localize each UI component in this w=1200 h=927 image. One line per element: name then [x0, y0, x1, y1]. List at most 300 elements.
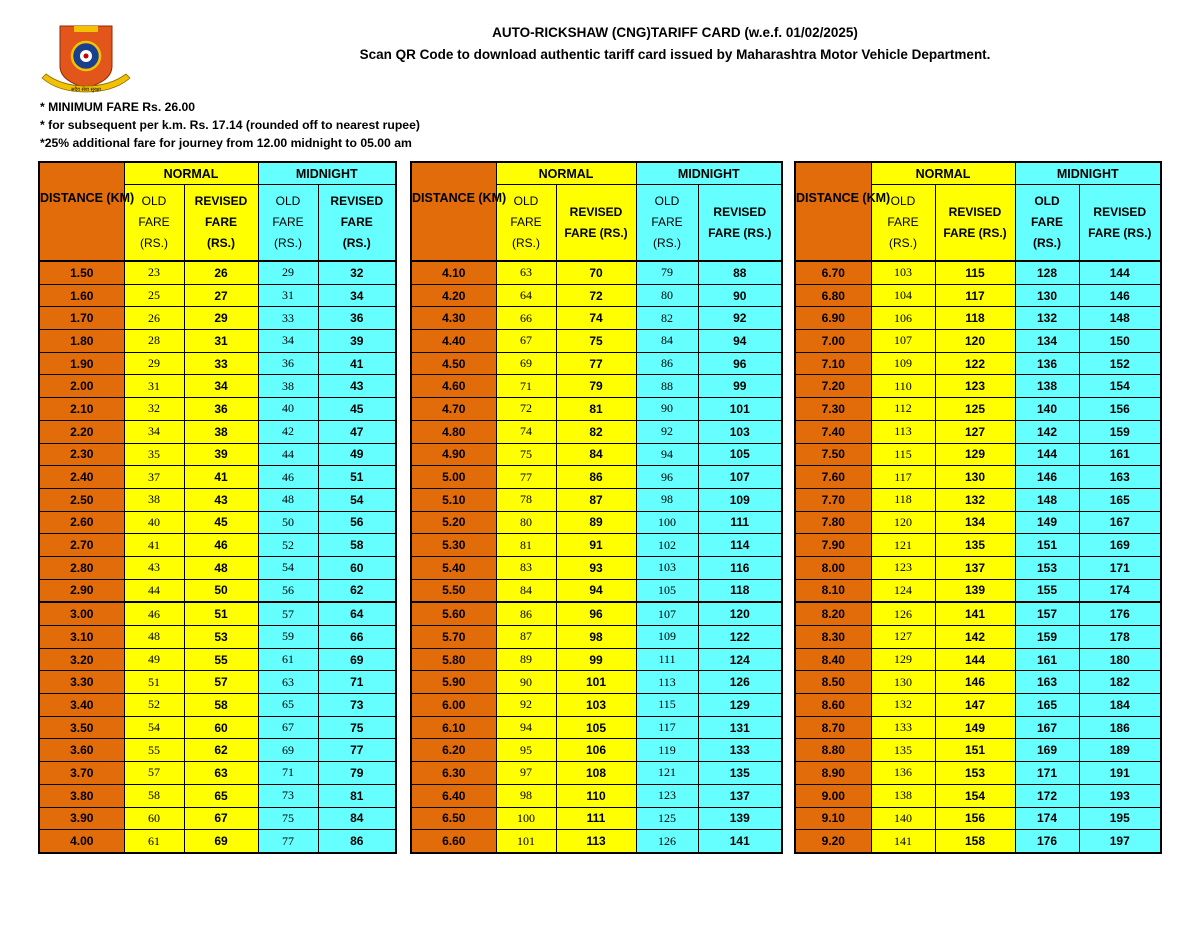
table-row [411, 398, 782, 421]
distance-cell: 2.40 [39, 466, 124, 489]
distance-cell: 6.60 [411, 830, 496, 853]
old-fare-midnight-cell: 94 [636, 443, 698, 466]
old-fare-midnight-cell: 148 [1015, 488, 1079, 511]
old-fare-normal-cell: 54 [124, 716, 184, 739]
revised-fare-normal-cell: 60 [184, 716, 258, 739]
revised-fare-normal-cell: 98 [556, 626, 636, 649]
old-fare-midnight-cell: 34 [258, 330, 318, 353]
revised-fare-midnight-cell: 54 [318, 488, 396, 511]
old-fare-midnight-cell: 165 [1015, 694, 1079, 717]
old-fare-normal-cell: 100 [496, 807, 556, 830]
revised-fare-midnight-cell: 120 [698, 602, 782, 625]
old-fare-normal-cell: 40 [124, 511, 184, 534]
table-row [795, 398, 1161, 421]
distance-cell: 9.10 [795, 807, 871, 830]
old-fare-normal-cell: 98 [496, 784, 556, 807]
table-row [795, 261, 1161, 284]
old-fare-midnight-cell: 130 [1015, 284, 1079, 307]
revised-fare-midnight-cell: 79 [318, 762, 396, 785]
old-fare-midnight-cell: 126 [636, 830, 698, 853]
table-row [795, 511, 1161, 534]
table-row [411, 534, 782, 557]
table-row [795, 626, 1161, 649]
revised-fare-normal-cell: 48 [184, 556, 258, 579]
table-row [411, 784, 782, 807]
revised-fare-midnight-cell: 114 [698, 534, 782, 557]
revised-fare-normal-cell: 135 [935, 534, 1015, 557]
old-fare-normal-cell: 23 [124, 261, 184, 284]
old-fare-midnight-cell: 90 [636, 398, 698, 421]
distance-cell: 4.10 [411, 261, 496, 284]
revised-fare-midnight-cell: 182 [1079, 671, 1161, 694]
distance-cell: 6.00 [411, 694, 496, 717]
old-fare-midnight-cell: 82 [636, 307, 698, 330]
distance-cell: 3.30 [39, 671, 124, 694]
distance-cell: 8.20 [795, 602, 871, 625]
revised-fare-midnight-cell: 169 [1079, 534, 1161, 557]
table-row [39, 830, 396, 853]
revised-fare-normal-cell: 84 [556, 443, 636, 466]
revised-fare-midnight-cell: 45 [318, 398, 396, 421]
table-row [39, 626, 396, 649]
old-fare-midnight-cell: 88 [636, 375, 698, 398]
table-row [39, 579, 396, 602]
revised-fare-normal-cell: 115 [935, 261, 1015, 284]
old-fare-midnight-cell: 176 [1015, 830, 1079, 853]
old-fare-normal-cell: 46 [124, 602, 184, 625]
old-fare-midnight-cell: 155 [1015, 579, 1079, 602]
revised-fare-normal-cell: 77 [556, 352, 636, 375]
old-fare-normal-cell: 120 [871, 511, 935, 534]
table-row [411, 420, 782, 443]
old-fare-normal-cell: 89 [496, 648, 556, 671]
distance-cell: 7.70 [795, 488, 871, 511]
old-fare-midnight-cell: 48 [258, 488, 318, 511]
revised-fare-normal-cell: 82 [556, 420, 636, 443]
revised-fare-normal-cell: 132 [935, 488, 1015, 511]
revised-fare-normal-cell: 43 [184, 488, 258, 511]
revised-fare-midnight-cell: 41 [318, 352, 396, 375]
table-row [39, 602, 396, 625]
distance-cell: 8.00 [795, 556, 871, 579]
revised-fare-normal-cell: 69 [184, 830, 258, 853]
distance-cell: 5.30 [411, 534, 496, 557]
table-row [411, 602, 782, 625]
old-fare-midnight-header: OLD FARE (RS.) [1015, 185, 1079, 262]
old-fare-normal-cell: 72 [496, 398, 556, 421]
table-row [411, 511, 782, 534]
old-fare-normal-cell: 141 [871, 830, 935, 853]
table-row [795, 488, 1161, 511]
old-fare-normal-cell: 67 [496, 330, 556, 353]
table-row [795, 420, 1161, 443]
distance-cell: 4.70 [411, 398, 496, 421]
table-row [39, 671, 396, 694]
old-fare-normal-cell: 95 [496, 739, 556, 762]
revised-fare-midnight-cell: 43 [318, 375, 396, 398]
old-fare-normal-cell: 78 [496, 488, 556, 511]
distance-cell: 1.90 [39, 352, 124, 375]
distance-cell: 3.80 [39, 784, 124, 807]
old-fare-midnight-cell: 77 [258, 830, 318, 853]
old-fare-midnight-cell: 109 [636, 626, 698, 649]
revised-fare-midnight-cell: 161 [1079, 443, 1161, 466]
old-fare-normal-cell: 48 [124, 626, 184, 649]
table-row [411, 626, 782, 649]
revised-fare-midnight-cell: 90 [698, 284, 782, 307]
revised-fare-normal-cell: 103 [556, 694, 636, 717]
distance-cell: 7.40 [795, 420, 871, 443]
old-fare-normal-cell: 113 [871, 420, 935, 443]
revised-fare-normal-header: REVISED FARE (RS.) [935, 185, 1015, 262]
table-row [795, 284, 1161, 307]
distance-cell: 8.60 [795, 694, 871, 717]
old-fare-normal-cell: 124 [871, 579, 935, 602]
old-fare-normal-cell: 121 [871, 534, 935, 557]
old-fare-midnight-cell: 149 [1015, 511, 1079, 534]
old-fare-normal-cell: 71 [496, 375, 556, 398]
revised-fare-normal-cell: 70 [556, 261, 636, 284]
revised-fare-midnight-cell: 186 [1079, 716, 1161, 739]
midnight-group-header: MIDNIGHT [636, 162, 782, 185]
table-row [411, 261, 782, 284]
revised-fare-normal-cell: 36 [184, 398, 258, 421]
old-fare-midnight-cell: 174 [1015, 807, 1079, 830]
table-row [411, 807, 782, 830]
revised-fare-normal-cell: 93 [556, 556, 636, 579]
old-fare-midnight-cell: 125 [636, 807, 698, 830]
table-row [411, 352, 782, 375]
revised-fare-midnight-cell: 101 [698, 398, 782, 421]
distance-cell: 5.40 [411, 556, 496, 579]
old-fare-midnight-cell: 119 [636, 739, 698, 762]
old-fare-normal-cell: 28 [124, 330, 184, 353]
revised-fare-midnight-cell: 81 [318, 784, 396, 807]
table-row [39, 443, 396, 466]
revised-fare-normal-cell: 34 [184, 375, 258, 398]
revised-fare-normal-cell: 158 [935, 830, 1015, 853]
revised-fare-midnight-header: REVISED FARE (RS.) [698, 185, 782, 262]
distance-header: DISTANCE (KM) [39, 162, 124, 261]
distance-cell: 6.50 [411, 807, 496, 830]
distance-cell: 7.90 [795, 534, 871, 557]
revised-fare-midnight-cell: 60 [318, 556, 396, 579]
table-row [411, 330, 782, 353]
old-fare-normal-cell: 127 [871, 626, 935, 649]
distance-cell: 6.90 [795, 307, 871, 330]
old-fare-midnight-cell: 38 [258, 375, 318, 398]
revised-fare-normal-cell: 75 [556, 330, 636, 353]
revised-fare-midnight-cell: 66 [318, 626, 396, 649]
revised-fare-normal-cell: 55 [184, 648, 258, 671]
old-fare-normal-cell: 26 [124, 307, 184, 330]
revised-fare-normal-cell: 144 [935, 648, 1015, 671]
old-fare-normal-cell: 55 [124, 739, 184, 762]
table-row [39, 420, 396, 443]
table-row [411, 648, 782, 671]
revised-fare-normal-cell: 96 [556, 602, 636, 625]
revised-fare-midnight-cell: 148 [1079, 307, 1161, 330]
table-row [795, 784, 1161, 807]
revised-fare-normal-cell: 89 [556, 511, 636, 534]
distance-cell: 8.90 [795, 762, 871, 785]
table-row [411, 375, 782, 398]
revised-fare-midnight-cell: 156 [1079, 398, 1161, 421]
old-fare-normal-cell: 77 [496, 466, 556, 489]
old-fare-midnight-cell: 86 [636, 352, 698, 375]
revised-fare-midnight-cell: 141 [698, 830, 782, 853]
old-fare-normal-cell: 44 [124, 579, 184, 602]
table-row [411, 830, 782, 853]
revised-fare-midnight-cell: 195 [1079, 807, 1161, 830]
revised-fare-normal-cell: 149 [935, 716, 1015, 739]
distance-cell: 1.50 [39, 261, 124, 284]
revised-fare-normal-cell: 45 [184, 511, 258, 534]
old-fare-midnight-cell: 69 [258, 739, 318, 762]
table-row [411, 488, 782, 511]
revised-fare-normal-cell: 72 [556, 284, 636, 307]
revised-fare-midnight-cell: 165 [1079, 488, 1161, 511]
old-fare-midnight-cell: 98 [636, 488, 698, 511]
distance-cell: 6.80 [795, 284, 871, 307]
revised-fare-normal-cell: 110 [556, 784, 636, 807]
revised-fare-normal-cell: 142 [935, 626, 1015, 649]
revised-fare-midnight-cell: 109 [698, 488, 782, 511]
distance-cell: 7.60 [795, 466, 871, 489]
old-fare-midnight-cell: 138 [1015, 375, 1079, 398]
old-fare-midnight-cell: 56 [258, 579, 318, 602]
old-fare-midnight-cell: 42 [258, 420, 318, 443]
maharashtra-motor-vehicle-emblem [38, 22, 134, 96]
old-fare-normal-cell: 86 [496, 602, 556, 625]
table-row [795, 466, 1161, 489]
old-fare-midnight-cell: 75 [258, 807, 318, 830]
old-fare-normal-cell: 118 [871, 488, 935, 511]
table-row [39, 762, 396, 785]
revised-fare-midnight-cell: 146 [1079, 284, 1161, 307]
distance-cell: 1.70 [39, 307, 124, 330]
revised-fare-midnight-cell: 171 [1079, 556, 1161, 579]
note-minimum-fare: * MINIMUM FARE Rs. 26.00 [40, 100, 196, 114]
distance-cell: 4.00 [39, 830, 124, 853]
old-fare-normal-cell: 41 [124, 534, 184, 557]
revised-fare-midnight-cell: 77 [318, 739, 396, 762]
revised-fare-normal-cell: 79 [556, 375, 636, 398]
old-fare-midnight-cell: 115 [636, 694, 698, 717]
revised-fare-midnight-cell: 73 [318, 694, 396, 717]
old-fare-normal-cell: 97 [496, 762, 556, 785]
normal-group-header: NORMAL [124, 162, 258, 185]
old-fare-normal-cell: 64 [496, 284, 556, 307]
revised-fare-midnight-cell: 180 [1079, 648, 1161, 671]
distance-cell: 2.90 [39, 579, 124, 602]
revised-fare-midnight-cell: 62 [318, 579, 396, 602]
table-row [39, 466, 396, 489]
distance-cell: 6.20 [411, 739, 496, 762]
table-row [795, 443, 1161, 466]
revised-fare-midnight-cell: 122 [698, 626, 782, 649]
table-row [39, 648, 396, 671]
table-row [795, 307, 1161, 330]
revised-fare-normal-header: REVISED FARE (RS.) [556, 185, 636, 262]
revised-fare-midnight-cell: 137 [698, 784, 782, 807]
revised-fare-normal-cell: 134 [935, 511, 1015, 534]
table-row [795, 648, 1161, 671]
revised-fare-midnight-cell: 36 [318, 307, 396, 330]
revised-fare-normal-cell: 156 [935, 807, 1015, 830]
normal-group-header: NORMAL [871, 162, 1015, 185]
old-fare-normal-cell: 38 [124, 488, 184, 511]
revised-fare-midnight-cell: 124 [698, 648, 782, 671]
old-fare-normal-cell: 133 [871, 716, 935, 739]
old-fare-normal-cell: 74 [496, 420, 556, 443]
page-title: AUTO-RICKSHAW (CNG)TARIFF CARD (w.e.f. 01/02/2025) [492, 25, 858, 40]
revised-fare-midnight-cell: 152 [1079, 352, 1161, 375]
old-fare-midnight-cell: 40 [258, 398, 318, 421]
old-fare-midnight-cell: 153 [1015, 556, 1079, 579]
revised-fare-normal-cell: 106 [556, 739, 636, 762]
old-fare-midnight-cell: 59 [258, 626, 318, 649]
revised-fare-normal-cell: 120 [935, 330, 1015, 353]
old-fare-midnight-cell: 163 [1015, 671, 1079, 694]
table-row [39, 307, 396, 330]
old-fare-midnight-cell: 140 [1015, 398, 1079, 421]
old-fare-midnight-cell: 65 [258, 694, 318, 717]
revised-fare-midnight-cell: 116 [698, 556, 782, 579]
revised-fare-normal-cell: 87 [556, 488, 636, 511]
old-fare-normal-cell: 60 [124, 807, 184, 830]
revised-fare-midnight-cell: 178 [1079, 626, 1161, 649]
old-fare-midnight-cell: 169 [1015, 739, 1079, 762]
distance-cell: 2.80 [39, 556, 124, 579]
old-fare-midnight-cell: 123 [636, 784, 698, 807]
distance-cell: 7.10 [795, 352, 871, 375]
old-fare-midnight-header: OLD FARE (RS.) [636, 185, 698, 262]
fare-table-3 [794, 161, 1162, 854]
revised-fare-midnight-cell: 133 [698, 739, 782, 762]
revised-fare-midnight-cell: 150 [1079, 330, 1161, 353]
table-row [39, 784, 396, 807]
revised-fare-midnight-cell: 94 [698, 330, 782, 353]
old-fare-normal-cell: 80 [496, 511, 556, 534]
revised-fare-normal-cell: 94 [556, 579, 636, 602]
fare-table-2 [410, 161, 783, 854]
revised-fare-midnight-cell: 193 [1079, 784, 1161, 807]
revised-fare-normal-cell: 57 [184, 671, 258, 694]
table-row [39, 511, 396, 534]
old-fare-midnight-cell: 144 [1015, 443, 1079, 466]
table-row [39, 807, 396, 830]
old-fare-midnight-cell: 84 [636, 330, 698, 353]
old-fare-normal-cell: 87 [496, 626, 556, 649]
midnight-group-header: MIDNIGHT [258, 162, 396, 185]
old-fare-normal-cell: 132 [871, 694, 935, 717]
revised-fare-midnight-cell: 86 [318, 830, 396, 853]
revised-fare-normal-cell: 38 [184, 420, 258, 443]
old-fare-normal-cell: 51 [124, 671, 184, 694]
table-row [411, 716, 782, 739]
table-row [411, 307, 782, 330]
distance-cell: 8.50 [795, 671, 871, 694]
revised-fare-midnight-cell: 99 [698, 375, 782, 398]
old-fare-normal-cell: 109 [871, 352, 935, 375]
distance-cell: 3.40 [39, 694, 124, 717]
old-fare-normal-cell: 140 [871, 807, 935, 830]
revised-fare-midnight-cell: 197 [1079, 830, 1161, 853]
revised-fare-normal-cell: 127 [935, 420, 1015, 443]
revised-fare-normal-cell: 141 [935, 602, 1015, 625]
revised-fare-normal-cell: 129 [935, 443, 1015, 466]
distance-cell: 6.70 [795, 261, 871, 284]
revised-fare-midnight-cell: 129 [698, 694, 782, 717]
old-fare-midnight-cell: 92 [636, 420, 698, 443]
distance-cell: 8.30 [795, 626, 871, 649]
distance-cell: 4.80 [411, 420, 496, 443]
table-row [411, 443, 782, 466]
table-row [795, 534, 1161, 557]
table-row [39, 398, 396, 421]
distance-cell: 7.80 [795, 511, 871, 534]
revised-fare-normal-cell: 91 [556, 534, 636, 557]
revised-fare-midnight-cell: 92 [698, 307, 782, 330]
table-row [795, 579, 1161, 602]
old-fare-normal-cell: 32 [124, 398, 184, 421]
revised-fare-normal-cell: 118 [935, 307, 1015, 330]
table-row [411, 671, 782, 694]
old-fare-midnight-cell: 67 [258, 716, 318, 739]
page-subtitle: Scan QR Code to download authentic tariff card issued by Maharashtra Motor Vehicle Department. [359, 47, 991, 62]
distance-cell: 2.70 [39, 534, 124, 557]
revised-fare-normal-cell: 53 [184, 626, 258, 649]
distance-cell: 5.10 [411, 488, 496, 511]
distance-cell: 8.80 [795, 739, 871, 762]
old-fare-normal-cell: 75 [496, 443, 556, 466]
table-row [39, 694, 396, 717]
revised-fare-midnight-cell: 126 [698, 671, 782, 694]
revised-fare-midnight-cell: 69 [318, 648, 396, 671]
old-fare-normal-cell: 52 [124, 694, 184, 717]
old-fare-normal-cell: 106 [871, 307, 935, 330]
old-fare-normal-cell: 34 [124, 420, 184, 443]
old-fare-midnight-cell: 79 [636, 261, 698, 284]
old-fare-normal-cell: 92 [496, 694, 556, 717]
old-fare-normal-cell: 61 [124, 830, 184, 853]
old-fare-normal-cell: 110 [871, 375, 935, 398]
revised-fare-normal-cell: 81 [556, 398, 636, 421]
revised-fare-midnight-cell: 144 [1079, 261, 1161, 284]
old-fare-normal-cell: 107 [871, 330, 935, 353]
revised-fare-midnight-cell: 34 [318, 284, 396, 307]
old-fare-midnight-cell: 52 [258, 534, 318, 557]
revised-fare-midnight-cell: 167 [1079, 511, 1161, 534]
revised-fare-midnight-cell: 39 [318, 330, 396, 353]
old-fare-midnight-cell: 146 [1015, 466, 1079, 489]
old-fare-midnight-cell: 102 [636, 534, 698, 557]
distance-cell: 4.20 [411, 284, 496, 307]
revised-fare-midnight-cell: 58 [318, 534, 396, 557]
distance-cell: 2.30 [39, 443, 124, 466]
old-fare-midnight-cell: 80 [636, 284, 698, 307]
old-fare-normal-cell: 129 [871, 648, 935, 671]
old-fare-normal-cell: 126 [871, 602, 935, 625]
revised-fare-midnight-cell: 159 [1079, 420, 1161, 443]
revised-fare-midnight-cell: 184 [1079, 694, 1161, 717]
revised-fare-normal-header: REVISED FARE (RS.) [184, 185, 258, 262]
revised-fare-normal-cell: 31 [184, 330, 258, 353]
revised-fare-normal-cell: 137 [935, 556, 1015, 579]
revised-fare-midnight-cell: 111 [698, 511, 782, 534]
distance-cell: 2.10 [39, 398, 124, 421]
